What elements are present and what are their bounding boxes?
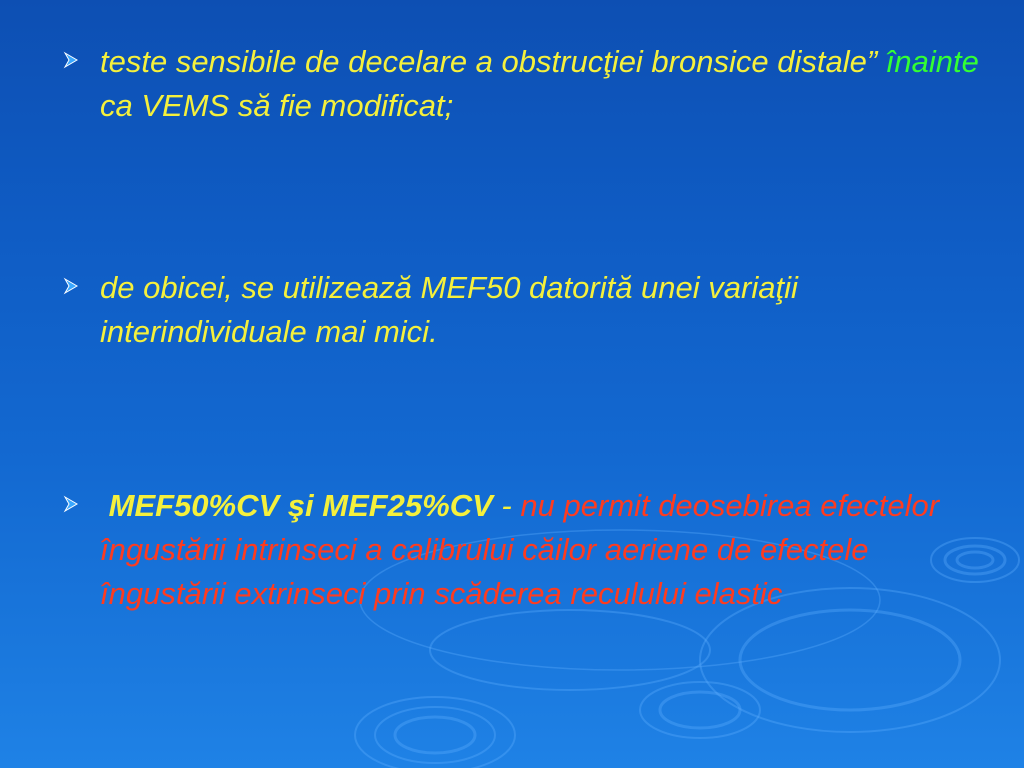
chevron-right-icon xyxy=(62,51,80,69)
bullet-item-3 xyxy=(62,484,992,616)
bullet-item-2 xyxy=(62,266,992,354)
bullet-3-bold-term: MEF50%CV şi MEF25%CV xyxy=(108,488,493,523)
chevron-right-icon xyxy=(62,277,80,295)
bullet-item-1 xyxy=(62,40,992,128)
bullet-3-separator: - xyxy=(492,488,521,523)
bullet-text-2: de obicei, se utilizează MEF50 datorită unei variaţii interindividuale mai mici. xyxy=(100,270,798,349)
bullet-1-highlight: înainte xyxy=(885,44,979,79)
bullet-3-red-text: nu permit deosebirea efectelor îngustării intrinseci a calibrului căilor aeriene de efectele îngustării extrinseci prin scăderea reculului elastic xyxy=(100,488,940,611)
bullet-1-text-part1: teste sensibile de decelare a obstrucţiei bronsice distale” xyxy=(100,44,886,79)
bullet-1-text-part2: ca VEMS să fie modificat; xyxy=(100,88,454,123)
bullet-text-3 xyxy=(100,484,992,616)
bullet-text-1 xyxy=(100,40,992,128)
chevron-right-icon xyxy=(62,495,80,513)
